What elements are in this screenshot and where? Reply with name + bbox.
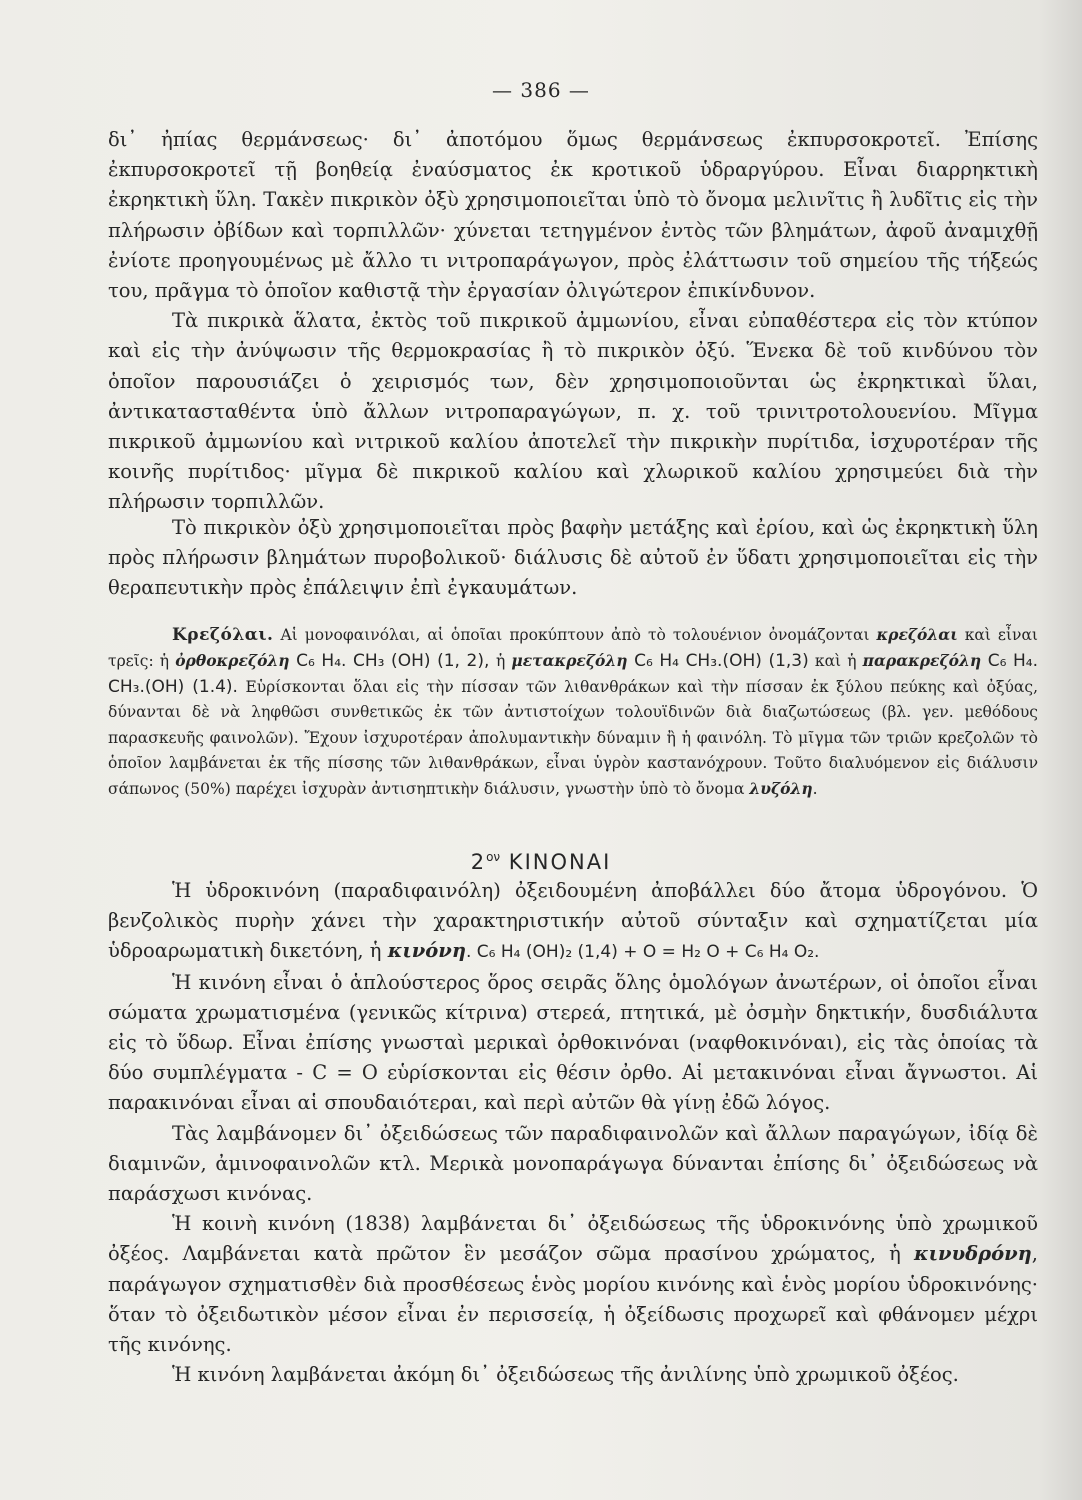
term-metacresol: μετακρεζόλη [511,651,628,671]
formula-meta: C₆ H₄ CH₃.(OH) (1,3) [627,651,809,672]
term-quinone: κινόνη [387,939,466,963]
cresols-lead: Κρεζόλαι. [172,625,274,645]
paragraph-common-quinone: Ἡ κοινὴ κινόνη (1838) λαμβάνεται δι᾽ ὀξειδώσεως τῆς ὑδροκινόνης ὑπὸ χρωμικοῦ ὀξέος. Λαμβάνεται κατὰ πρῶτον ἓν μεσάζον σῶμα πρασίνου χρώματος, ἡ κινυδρόνη, παράγωγον σχηματισθὲν διὰ προσθέσεως ἑνὸς μορίου κινόνης καὶ ἑνὸς μορίου ὑδροκινόνης· ὅταν τὸ ὀξειδωτικὸν μέσον εἶναι ἐν περισσείᾳ, ἡ ὀξείδωσις προχωρεῖ καὶ φθάνομεν μέχρι τῆς κινόνης. [108,1212,1038,1357]
quinones-section [108,876,1038,1390]
paragraph-quinone-series: Ἡ κινόνη εἶναι ὁ ἁπλούστερος ὅρος σειρᾶς ὅλης ὁμολόγων ἀνωτέρων, οἱ ὁποῖοι εἶναι σώματα χρωματισμένα (γενικῶς κίτρινα) στερεά, πτητικά, μὲ ὀσμὴν δηκτικήν, δυσδιάλυτα εἰς τὸ ὕδωρ. Εἶναι ἐπίσης γνωσταὶ μερικαὶ ὀρθοκινόναι (ναφθοκινόναι), εἰς τὰς ὁποίας τὰ δύο συμπλέγματα - C = O εὑρίσκονται εἰς θέσιν ὀρθο. Αἱ μετακινόναι εἶναι ἄγνωστοι. Αἱ παρακινόναι εἶναι αἱ σπουδαιότεραι, καὶ περὶ αὐτῶν θὰ γίνῃ ἐδῶ λόγος. [108,970,1038,1115]
heading-title: ΚΙΝΟΝΑΙ [500,850,612,874]
paragraph-explosion: δι᾽ ἠπίας θερμάνσεως· δι᾽ ἀποτόμου ὅμως θερμάνσεως ἐκπυρσοκροτεῖ. Ἐπίσης ἐκπυρσοκροτεῖ τῇ βοηθείᾳ ἐναύσματος ἐκ κροτικοῦ ὑδραργύρου. Εἶναι διαρρηκτικὴ ἐκρηκτικὴ ὕλη. Τακὲν πικρικὸν ὀξὺ χρησιμοποιεῖται ὑπὸ τὸ ὄνομα μελινῖτις ἢ λυδῖτις εἰς τὴν πλήρωσιν ὀβίδων καὶ τορπιλλῶν· χύνεται τετηγμένον ἐντὸς τῶν βλημάτων, ἀφοῦ ἀναμιχθῇ ἐνίοτε προηγουμένως μὲ ἄλλο τι νιτροπαράγωγον, πρὸς ἐλάττωσιν τοῦ σημείου τῆς τήξεώς του, πρᾶγμα τὸ ὁποῖον καθιστᾷ τὴν ἐργασίαν ὀλιγώτερον ἐπικίνδυνον. [108,128,1038,303]
picric-acid-text [108,125,1038,518]
paragraph-hydroquinone: Ἡ ὑδροκινόνη (παραδιφαινόλη) ὀξειδουμένη ἀποβάλλει δύο ἄτομα ὑδρογόνου. Ὁ βενζολικὸς πυρὴν χάνει τὴν χαρακτηριστικήν αὐτοῦ σύνταξιν καὶ σχηματίζεται μία ὑδροαρωματικὴ δικετόνη, ἡ κινόνη. C₆ H₄ (OH)₂ (1,4) + O = H₂ O + C₆ H₄ O₂. [108,879,1038,963]
picric-acid-uses [108,513,1038,604]
page-number: — 386 — [492,78,590,102]
term-quinhydrone: κινυδρόνη [913,1242,1032,1266]
cresols-section [108,622,1038,803]
term-lysol: λυζόλη [749,779,813,799]
reaction-equation: . C₆ H₄ (OH)₂ (1,4) + O = H₂ O + C₆ H₄ O₂. [466,942,820,963]
formula-para: C₆ H₄. CH₃.(OH) (1.4). [108,651,1039,697]
cresols-paragraph: Κρεζόλαι. Αἱ μονοφαινόλαι, αἱ ὁποῖαι προκύπτουν ἀπὸ τὸ τολουένιον ὀνομάζονται κρεζόλαι καὶ εἶναι τρεῖς: ἡ ὀρθοκρεζόλη C₆ H₄. CH₃ (OH) (1, 2), ἡ μετακρεζόλη C₆ H₄ CH₃.(OH) (1,3) καὶ ἡ παρακρεζόλη C₆ H₄. CH₃.(OH) (1.4). Εὑρίσκονται ὅλαι εἰς τὴν πίσσαν τῶν λιθανθράκων καὶ τὴν πίσσαν ἐκ ξύλου πεύκης καὶ ὀξύας, δύνανται δὲ νὰ ληφθῶσι συνθετικῶς ἐκ τῶν ἀντιστοίχων τολουϊδινῶν διὰ διαζωτώσεως (βλ. γεν. μεθόδους παρασκευῆς φαινολῶν). Ἔχουν ἰσχυροτέραν ἀπολυμαντικὴν δύναμιν ἢ ἡ φαινόλη. Τὸ μῖγμα τῶν τριῶν κρεζολῶν τὸ ὁποῖον λαμβάνεται ἐκ τῆς πίσσης τῶν λιθανθράκων, εἶναι ὑγρὸν καστανόχρουν. Τοῦτο διαλυόμενον εἰς διάλυσιν σάπωνος (50%) παρέχει ἰσχυρὰν ἀντισηπτικὴν διάλυσιν, γνωστὴν ὑπὸ τὸ ὄνομα λυζόλη. [108,625,1039,799]
paragraph-aniline: Ἡ κινόνη λαμβάνεται ἀκόμη δι᾽ ὀξειδώσεως τῆς ἀνιλίνης ὑπὸ χρωμικοῦ ὀξέος. [172,1363,959,1387]
term-orthocresol: ὀρθοκρεζόλη [175,651,290,671]
term-cresols: κρεζόλαι [876,625,958,644]
term-paracresol: παρακρεζόλη [862,651,982,671]
paragraph-uses: Τὸ πικρικὸν ὀξὺ χρησιμοποιεῖται πρὸς βαφὴν μετάξης καὶ ἐρίου, καὶ ὡς ἐκρηκτικὴ ὕλη πρὸς πλήρωσιν βλημάτων πυροβολικοῦ· διάλυσις δὲ αὐτοῦ ἐν ὕδατι χρησιμοποιεῖται εἰς τὴν θεραπευτικὴν πρὸς ἐπάλειψιν ἐπὶ ἐγκαυμάτων. [108,516,1038,600]
section-heading: $2^{o\nu}$ ΚΙΝΟΝΑΙ [470,850,612,874]
paragraph-preparation: Τὰς λαμβάνομεν δι᾽ ὀξειδώσεως τῶν παραδιφαινολῶν καὶ ἄλλων παραγώγων, ἰδίᾳ δὲ διαμινῶν, ἀμινοφαινολῶν κτλ. Μερικὰ μονοπαράγωγα δύνανται ἐπίσης δι᾽ ὀξειδώσεως νὰ παράσχωσι κινόνας. [108,1121,1038,1206]
formula-ortho: C₆ H₄. CH₃ (OH) (1, 2), [289,651,496,672]
paragraph-picrates: Τὰ πικρικὰ ἅλατα, ἐκτὸς τοῦ πικρικοῦ ἀμμωνίου, εἶναι εὐπαθέστερα εἰς τὸν κτύπον καὶ εἰς τὴν ἀνύψωσιν τῆς θερμοκρασίας ἢ τὸ πικρικὸν ὀξύ. Ἕνεκα δὲ τοῦ κινδύνου τὸν ὁποῖον παρουσιάζει ὁ χειρισμός των, δὲν χρησιμοποιοῦνται ὡς ἐκρηκτικαὶ ὕλαι, ἀντικατασταθέντα ὑπὸ ἄλλων νιτροπαραγώγων, π. χ. τοῦ τρινιτροτολουενίου. Μῖγμα πικρικοῦ ἀμμωνίου καὶ νιτρικοῦ καλίου ἀποτελεῖ τὴν πικρικὴν πυρίτιδα, ἰσχυροτέραν τῆς κοινῆς πυρίτιδος· μῖγμα δὲ πικρικοῦ καλίου καὶ χλωρικοῦ καλίου χρησιμεύει διὰ τὴν πλήρωσιν τορπιλλῶν. [108,309,1038,514]
